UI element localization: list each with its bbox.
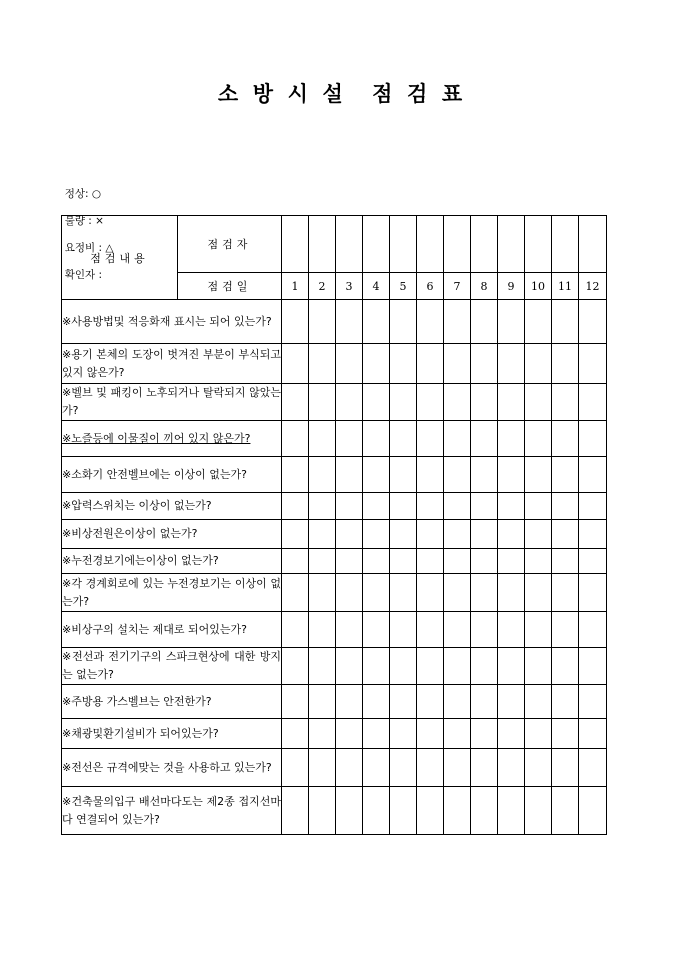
check-cell[interactable] [444, 384, 471, 421]
check-cell[interactable] [498, 549, 525, 574]
check-cell[interactable] [498, 300, 525, 344]
check-cell[interactable] [282, 421, 309, 457]
check-cell[interactable] [309, 493, 336, 520]
inspector-cell[interactable] [336, 216, 363, 273]
check-cell[interactable] [471, 520, 498, 549]
check-cell[interactable] [417, 719, 444, 749]
check-cell[interactable] [444, 719, 471, 749]
check-cell[interactable] [552, 493, 579, 520]
inspection-item: ※압력스위치는 이상이 없는가? [62, 493, 282, 520]
check-cell[interactable] [390, 719, 417, 749]
check-cell[interactable] [390, 457, 417, 493]
check-cell[interactable] [498, 719, 525, 749]
check-cell[interactable] [363, 300, 390, 344]
check-cell[interactable] [363, 719, 390, 749]
check-cell[interactable] [417, 612, 444, 648]
check-cell[interactable] [390, 520, 417, 549]
inspector-cell[interactable] [498, 216, 525, 273]
check-cell[interactable] [444, 520, 471, 549]
check-cell[interactable] [444, 549, 471, 574]
check-cell[interactable] [417, 300, 444, 344]
check-cell[interactable] [417, 549, 444, 574]
date-column-number: 8 [471, 273, 498, 300]
legend-bad: 불량 : × [64, 215, 104, 227]
check-cell[interactable] [525, 719, 552, 749]
check-cell[interactable] [471, 300, 498, 344]
check-cell[interactable] [417, 685, 444, 719]
date-column-number: 4 [363, 273, 390, 300]
check-cell[interactable] [552, 300, 579, 344]
check-cell[interactable] [579, 421, 607, 457]
check-cell[interactable] [417, 787, 444, 835]
check-cell[interactable] [525, 344, 552, 384]
check-cell[interactable] [498, 648, 525, 685]
check-cell[interactable] [525, 574, 552, 612]
check-cell[interactable] [417, 574, 444, 612]
check-cell[interactable] [579, 685, 607, 719]
inspection-item: ※주방용 가스벨브는 안전한가? [62, 685, 282, 719]
check-cell[interactable] [444, 574, 471, 612]
check-cell[interactable] [525, 421, 552, 457]
check-cell[interactable] [579, 612, 607, 648]
check-cell[interactable] [552, 685, 579, 719]
page-title: 소 방 시 설 점 검 표 [217, 81, 463, 106]
check-cell[interactable] [444, 344, 471, 384]
check-cell[interactable] [309, 549, 336, 574]
date-column-number: 6 [417, 273, 444, 300]
check-cell[interactable] [363, 344, 390, 384]
check-cell[interactable] [525, 520, 552, 549]
check-cell[interactable] [552, 787, 579, 835]
header-date: 점검일 [178, 273, 282, 300]
check-cell[interactable] [390, 384, 417, 421]
check-cell[interactable] [336, 384, 363, 421]
check-cell[interactable] [282, 384, 309, 421]
check-cell[interactable] [363, 574, 390, 612]
check-cell[interactable] [336, 493, 363, 520]
check-cell[interactable] [390, 685, 417, 719]
check-cell[interactable] [390, 574, 417, 612]
check-cell[interactable] [363, 384, 390, 421]
check-cell[interactable] [417, 648, 444, 685]
check-cell[interactable] [390, 749, 417, 787]
inspector-cell[interactable] [417, 216, 444, 273]
check-cell[interactable] [363, 549, 390, 574]
inspector-cell[interactable] [525, 216, 552, 273]
check-cell[interactable] [336, 648, 363, 685]
inspection-item: ※건축물의입구 배선마다도는 제2종 접지선마다 연결되어 있는가? [62, 787, 282, 835]
check-cell[interactable] [579, 457, 607, 493]
check-cell[interactable] [363, 648, 390, 685]
check-cell[interactable] [282, 648, 309, 685]
legend-maintenance: 요정비 : △ [64, 242, 114, 254]
check-cell[interactable] [309, 344, 336, 384]
check-cell[interactable] [417, 749, 444, 787]
check-cell[interactable] [309, 612, 336, 648]
check-cell[interactable] [309, 648, 336, 685]
inspection-item: ※비상구의 설치는 제대로 되어있는가? [62, 612, 282, 648]
check-cell[interactable] [282, 612, 309, 648]
inspector-cell[interactable] [309, 216, 336, 273]
check-cell[interactable] [525, 787, 552, 835]
check-cell[interactable] [552, 384, 579, 421]
check-cell[interactable] [471, 493, 498, 520]
check-cell[interactable] [309, 457, 336, 493]
inspection-item: ※누전경보기에는이상이 없는가? [62, 549, 282, 574]
check-cell[interactable] [579, 648, 607, 685]
check-cell[interactable] [363, 421, 390, 457]
check-cell[interactable] [552, 648, 579, 685]
table-row [62, 749, 607, 787]
check-cell[interactable] [390, 549, 417, 574]
check-cell[interactable] [471, 612, 498, 648]
inspection-item: ※채광및환기설비가 되어있는가? [62, 719, 282, 749]
check-cell[interactable] [579, 520, 607, 549]
check-cell[interactable] [336, 457, 363, 493]
table-row [62, 457, 607, 493]
date-column-number: 2 [309, 273, 336, 300]
check-cell[interactable] [498, 344, 525, 384]
check-cell[interactable] [417, 344, 444, 384]
check-cell[interactable] [552, 719, 579, 749]
check-cell[interactable] [444, 612, 471, 648]
date-column-number: 7 [444, 273, 471, 300]
check-cell[interactable] [282, 457, 309, 493]
table-row [62, 421, 607, 457]
check-cell[interactable] [471, 719, 498, 749]
check-cell[interactable] [579, 344, 607, 384]
check-cell[interactable] [309, 520, 336, 549]
inspection-item: ※용기 본체의 도장이 벗겨진 부분이 부식되고 있지 않은가? [62, 344, 282, 384]
check-cell[interactable] [525, 749, 552, 787]
check-cell[interactable] [417, 457, 444, 493]
inspector-cell[interactable] [390, 216, 417, 273]
check-cell[interactable] [471, 549, 498, 574]
check-cell[interactable] [525, 549, 552, 574]
check-cell[interactable] [363, 612, 390, 648]
check-cell[interactable] [552, 549, 579, 574]
check-cell[interactable] [498, 421, 525, 457]
inspector-cell[interactable] [282, 216, 309, 273]
date-column-number: 9 [498, 273, 525, 300]
check-cell[interactable] [552, 344, 579, 384]
inspector-cell[interactable] [444, 216, 471, 273]
check-cell[interactable] [336, 421, 363, 457]
inspection-item: ※사용방법및 적응화재 표시는 되어 있는가? [62, 300, 282, 344]
check-cell[interactable] [417, 421, 444, 457]
table-row [62, 612, 607, 648]
header-content: 점검내용 [62, 216, 178, 300]
check-cell[interactable] [309, 749, 336, 787]
check-cell[interactable] [498, 493, 525, 520]
check-cell[interactable] [579, 300, 607, 344]
check-cell[interactable] [498, 749, 525, 787]
check-cell[interactable] [552, 749, 579, 787]
inspection-item: ※전선과 전기기구의 스파크현상에 대한 방지는 없는가? [62, 648, 282, 685]
header-inspector: 점검자 [178, 216, 282, 273]
date-column-number: 1 [282, 273, 309, 300]
check-cell[interactable] [336, 749, 363, 787]
table-row [62, 549, 607, 574]
table-row [62, 344, 607, 384]
check-cell[interactable] [498, 574, 525, 612]
check-cell[interactable] [444, 300, 471, 344]
check-cell[interactable] [363, 457, 390, 493]
check-cell[interactable] [552, 520, 579, 549]
date-column-number: 10 [525, 273, 552, 300]
table-row [62, 574, 607, 612]
check-cell[interactable] [498, 457, 525, 493]
check-cell[interactable] [390, 300, 417, 344]
check-cell[interactable] [579, 549, 607, 574]
inspector-cell[interactable] [552, 216, 579, 273]
check-cell[interactable] [282, 574, 309, 612]
check-cell[interactable] [363, 685, 390, 719]
check-cell[interactable] [336, 549, 363, 574]
check-cell[interactable] [282, 493, 309, 520]
inspection-item: ※전선은 규격에맞는 것을 사용하고 있는가? [62, 749, 282, 787]
check-cell[interactable] [390, 493, 417, 520]
inspection-table [61, 215, 607, 835]
check-cell[interactable] [579, 574, 607, 612]
check-cell[interactable] [336, 719, 363, 749]
check-cell[interactable] [498, 520, 525, 549]
check-cell[interactable] [525, 493, 552, 520]
check-cell[interactable] [417, 493, 444, 520]
check-cell[interactable] [336, 787, 363, 835]
check-cell[interactable] [282, 749, 309, 787]
check-cell[interactable] [525, 300, 552, 344]
check-cell[interactable] [579, 493, 607, 520]
check-cell[interactable] [444, 787, 471, 835]
check-cell[interactable] [471, 384, 498, 421]
inspection-item: ※벨브 및 패킹이 노후되거나 탈락되지 않았는가? [62, 384, 282, 421]
check-cell[interactable] [309, 719, 336, 749]
check-cell[interactable] [471, 787, 498, 835]
check-cell[interactable] [363, 749, 390, 787]
check-cell[interactable] [309, 421, 336, 457]
check-cell[interactable] [336, 574, 363, 612]
table-row [62, 648, 607, 685]
check-cell[interactable] [444, 457, 471, 493]
check-cell[interactable] [525, 648, 552, 685]
check-cell[interactable] [579, 384, 607, 421]
inspection-item: ※각 경계회로에 있는 누전경보기는 이상이 없는가? [62, 574, 282, 612]
check-cell[interactable] [552, 457, 579, 493]
check-cell[interactable] [471, 344, 498, 384]
check-cell[interactable] [336, 300, 363, 344]
check-cell[interactable] [309, 685, 336, 719]
table-row [62, 493, 607, 520]
inspection-item: ※비상전원은이상이 없는가? [62, 520, 282, 549]
table-row [62, 520, 607, 549]
check-cell[interactable] [309, 574, 336, 612]
check-cell[interactable] [309, 384, 336, 421]
inspection-item: ※노즐등에 이물질이 끼어 있지 않은가? [62, 421, 282, 457]
check-cell[interactable] [417, 384, 444, 421]
check-cell[interactable] [336, 344, 363, 384]
check-cell[interactable] [471, 648, 498, 685]
check-cell[interactable] [471, 421, 498, 457]
check-cell[interactable] [444, 421, 471, 457]
check-cell[interactable] [498, 612, 525, 648]
table-row [62, 685, 607, 719]
check-cell[interactable] [390, 787, 417, 835]
check-cell[interactable] [282, 787, 309, 835]
date-column-number: 12 [579, 273, 607, 300]
check-cell[interactable] [282, 300, 309, 344]
check-cell[interactable] [525, 685, 552, 719]
check-cell[interactable] [552, 612, 579, 648]
date-column-number: 5 [390, 273, 417, 300]
inspector-cell[interactable] [471, 216, 498, 273]
check-cell[interactable] [579, 719, 607, 749]
check-cell[interactable] [444, 648, 471, 685]
check-cell[interactable] [390, 612, 417, 648]
legend-normal: 정상: ○ [64, 188, 102, 200]
check-cell[interactable] [498, 384, 525, 421]
check-cell[interactable] [309, 300, 336, 344]
check-cell[interactable] [336, 612, 363, 648]
check-cell[interactable] [363, 520, 390, 549]
check-cell[interactable] [282, 520, 309, 549]
check-cell[interactable] [282, 344, 309, 384]
check-cell[interactable] [282, 549, 309, 574]
check-cell[interactable] [390, 344, 417, 384]
check-cell[interactable] [363, 493, 390, 520]
inspector-cell[interactable] [363, 216, 390, 273]
table-row [62, 384, 607, 421]
check-cell[interactable] [282, 719, 309, 749]
table-row [62, 787, 607, 835]
check-cell[interactable] [579, 749, 607, 787]
date-column-number: 3 [336, 273, 363, 300]
check-cell[interactable] [498, 685, 525, 719]
check-cell[interactable] [336, 685, 363, 719]
check-cell[interactable] [417, 520, 444, 549]
check-cell[interactable] [579, 787, 607, 835]
check-cell[interactable] [525, 612, 552, 648]
date-column-number: 11 [552, 273, 579, 300]
table-row [62, 300, 607, 344]
check-cell[interactable] [282, 685, 309, 719]
check-cell[interactable] [525, 457, 552, 493]
check-cell[interactable] [390, 648, 417, 685]
check-cell[interactable] [444, 685, 471, 719]
check-cell[interactable] [525, 384, 552, 421]
check-cell[interactable] [363, 787, 390, 835]
inspector-cell[interactable] [579, 216, 607, 273]
legend-confirmer: 확인자 : [64, 269, 102, 281]
check-cell[interactable] [471, 574, 498, 612]
check-cell[interactable] [552, 421, 579, 457]
check-cell[interactable] [552, 574, 579, 612]
table-row [62, 719, 607, 749]
check-cell[interactable] [336, 520, 363, 549]
check-cell[interactable] [498, 787, 525, 835]
check-cell[interactable] [390, 421, 417, 457]
check-cell[interactable] [444, 749, 471, 787]
check-cell[interactable] [444, 493, 471, 520]
check-cell[interactable] [471, 685, 498, 719]
check-cell[interactable] [471, 749, 498, 787]
check-cell[interactable] [309, 787, 336, 835]
check-cell[interactable] [471, 457, 498, 493]
inspection-item: ※소화기 안전벨브에는 이상이 없는가? [62, 457, 282, 493]
